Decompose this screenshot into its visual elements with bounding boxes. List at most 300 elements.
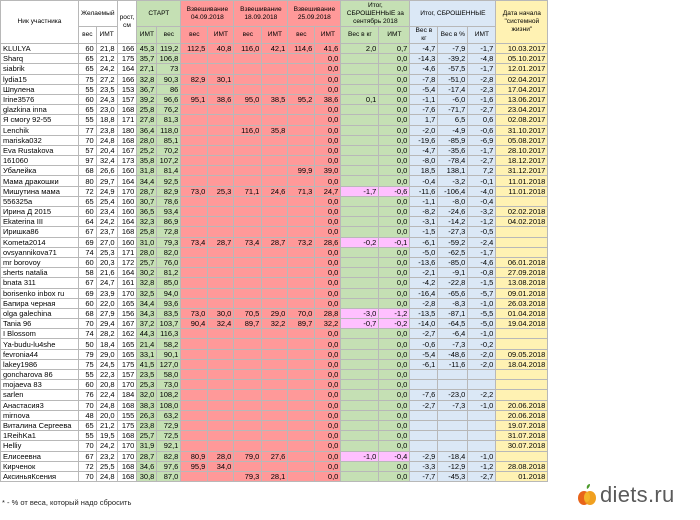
cell-desired-imt[interactable]: 24,8 bbox=[96, 400, 117, 410]
cell-w3-ves[interactable] bbox=[288, 359, 315, 369]
cell-date[interactable]: 05.08.2017 bbox=[496, 135, 548, 145]
cell-w2-imt[interactable] bbox=[262, 370, 288, 380]
cell-w2-imt[interactable] bbox=[262, 227, 288, 237]
cell-total-kg[interactable]: -0,6 bbox=[410, 339, 438, 349]
cell-itog-kg[interactable] bbox=[341, 257, 379, 267]
cell-w1-ves[interactable] bbox=[181, 125, 208, 135]
cell-total-pct[interactable]: -14,2 bbox=[438, 217, 468, 227]
cell-itog-imt[interactable]: -0,4 bbox=[379, 451, 410, 461]
cell-desired-ves[interactable]: 70 bbox=[79, 471, 97, 481]
cell-date[interactable] bbox=[496, 329, 548, 339]
cell-w1-ves[interactable] bbox=[181, 441, 208, 451]
cell-itog-imt[interactable]: 0,0 bbox=[379, 400, 410, 410]
cell-total-imt[interactable]: -0,5 bbox=[468, 227, 496, 237]
header-weigh-1[interactable]: Взвешивание 04.09.2018 bbox=[181, 1, 234, 27]
cell-start-imt[interactable]: 28,7 bbox=[137, 451, 157, 461]
cell-w1-imt[interactable] bbox=[208, 339, 234, 349]
cell-total-kg[interactable]: -6,1 bbox=[410, 237, 438, 247]
cell-desired-imt[interactable]: 24,7 bbox=[96, 278, 117, 288]
cell-w3-ves[interactable]: 114,6 bbox=[288, 44, 315, 54]
cell-total-kg[interactable]: -3,3 bbox=[410, 461, 438, 471]
cell-nick[interactable]: 556325a bbox=[1, 196, 79, 206]
cell-itog-kg[interactable] bbox=[341, 349, 379, 359]
cell-itog-kg[interactable] bbox=[341, 268, 379, 278]
subheader-imt[interactable]: ИМТ bbox=[468, 27, 496, 44]
cell-start-imt[interactable]: 35,7 bbox=[137, 54, 157, 64]
cell-w3-imt[interactable]: 0,0 bbox=[315, 461, 341, 471]
cell-date[interactable]: 04.02.2018 bbox=[496, 217, 548, 227]
cell-total-imt[interactable]: -2,0 bbox=[468, 359, 496, 369]
subheader-ves[interactable]: вес bbox=[79, 27, 97, 44]
cell-w2-ves[interactable]: 116,0 bbox=[234, 125, 262, 135]
cell-start-imt[interactable]: 32,3 bbox=[137, 217, 157, 227]
cell-desired-ves[interactable]: 55 bbox=[79, 431, 97, 441]
cell-date[interactable]: 20.06.2018 bbox=[496, 400, 548, 410]
cell-desired-imt[interactable]: 23,4 bbox=[96, 207, 117, 217]
cell-w1-imt[interactable] bbox=[208, 105, 234, 115]
cell-w1-ves[interactable] bbox=[181, 268, 208, 278]
cell-start-imt[interactable]: 36,5 bbox=[137, 207, 157, 217]
cell-height[interactable]: 170 bbox=[117, 441, 137, 451]
cell-itog-kg[interactable] bbox=[341, 54, 379, 64]
cell-total-kg[interactable]: -16,4 bbox=[410, 288, 438, 298]
cell-date[interactable]: 01.04.2018 bbox=[496, 308, 548, 318]
cell-itog-imt[interactable]: 0,0 bbox=[379, 370, 410, 380]
cell-height[interactable]: 164 bbox=[117, 268, 137, 278]
cell-nick[interactable]: sarlen bbox=[1, 390, 79, 400]
cell-start-imt[interactable]: 38,3 bbox=[137, 400, 157, 410]
cell-height[interactable]: 164 bbox=[117, 64, 137, 74]
cell-desired-ves[interactable]: 55 bbox=[79, 115, 97, 125]
cell-w3-ves[interactable] bbox=[288, 370, 315, 380]
cell-start-ves[interactable]: 72,9 bbox=[157, 420, 181, 430]
cell-w3-imt[interactable]: 39,0 bbox=[315, 166, 341, 176]
cell-total-pct[interactable]: -17,4 bbox=[438, 84, 468, 94]
cell-date[interactable]: 02.08.2017 bbox=[496, 115, 548, 125]
cell-date[interactable]: 27.09.2018 bbox=[496, 268, 548, 278]
cell-desired-ves[interactable]: 76 bbox=[79, 390, 97, 400]
cell-desired-ves[interactable]: 77 bbox=[79, 125, 97, 135]
cell-start-ves[interactable]: 90,3 bbox=[157, 74, 181, 84]
cell-nick[interactable]: KLULYA bbox=[1, 44, 79, 54]
cell-total-kg[interactable]: -11,6 bbox=[410, 186, 438, 196]
cell-total-imt[interactable]: -1,7 bbox=[468, 247, 496, 257]
cell-nick[interactable]: Lenchik bbox=[1, 125, 79, 135]
cell-total-pct[interactable]: -8,3 bbox=[438, 298, 468, 308]
cell-w2-imt[interactable] bbox=[262, 298, 288, 308]
cell-itog-imt[interactable]: 0,0 bbox=[379, 461, 410, 471]
cell-w3-ves[interactable] bbox=[288, 176, 315, 186]
cell-w1-ves[interactable] bbox=[181, 207, 208, 217]
cell-start-imt[interactable]: 25,3 bbox=[137, 380, 157, 390]
cell-w1-ves[interactable] bbox=[181, 420, 208, 430]
cell-total-imt[interactable]: -1,7 bbox=[468, 145, 496, 155]
cell-w3-imt[interactable]: 0,0 bbox=[315, 370, 341, 380]
cell-w3-ves[interactable] bbox=[288, 54, 315, 64]
cell-total-pct[interactable]: -51,0 bbox=[438, 74, 468, 84]
cell-total-kg[interactable]: -4,7 bbox=[410, 145, 438, 155]
cell-height[interactable]: 173 bbox=[117, 156, 137, 166]
subheader-ves-kg[interactable]: Вес в кг bbox=[410, 27, 438, 44]
cell-total-imt[interactable] bbox=[468, 380, 496, 390]
cell-start-imt[interactable]: 36,7 bbox=[137, 84, 157, 94]
cell-w2-imt[interactable] bbox=[262, 247, 288, 257]
cell-w1-ves[interactable] bbox=[181, 196, 208, 206]
cell-desired-imt[interactable]: 24,2 bbox=[96, 64, 117, 74]
subheader-imt[interactable]: ИМТ bbox=[208, 27, 234, 44]
cell-w1-imt[interactable] bbox=[208, 156, 234, 166]
cell-total-pct[interactable] bbox=[438, 380, 468, 390]
cell-itog-kg[interactable] bbox=[341, 227, 379, 237]
cell-total-imt[interactable]: -5,0 bbox=[468, 319, 496, 329]
subheader-ves-pct[interactable]: Вес в % bbox=[438, 27, 468, 44]
cell-height[interactable]: 161 bbox=[117, 278, 137, 288]
cell-w3-imt[interactable]: 0,0 bbox=[315, 298, 341, 308]
cell-desired-ves[interactable]: 80 bbox=[79, 176, 97, 186]
cell-height[interactable]: 160 bbox=[117, 196, 137, 206]
cell-total-pct[interactable]: -85,9 bbox=[438, 135, 468, 145]
cell-start-ves[interactable]: 76,2 bbox=[157, 105, 181, 115]
cell-w2-imt[interactable] bbox=[262, 257, 288, 267]
cell-start-imt[interactable]: 34,4 bbox=[137, 176, 157, 186]
cell-start-imt[interactable]: 34,4 bbox=[137, 298, 157, 308]
cell-height[interactable]: 165 bbox=[117, 339, 137, 349]
cell-w1-ves[interactable] bbox=[181, 380, 208, 390]
cell-w3-ves[interactable] bbox=[288, 410, 315, 420]
cell-w1-ves[interactable]: 73,0 bbox=[181, 186, 208, 196]
cell-date[interactable]: 12.01.2017 bbox=[496, 64, 548, 74]
cell-nick[interactable]: Иришка86 bbox=[1, 227, 79, 237]
cell-total-imt[interactable]: -2,4 bbox=[468, 237, 496, 247]
cell-total-imt[interactable] bbox=[468, 431, 496, 441]
cell-desired-imt[interactable]: 29,0 bbox=[96, 349, 117, 359]
cell-w2-ves[interactable] bbox=[234, 196, 262, 206]
cell-w2-imt[interactable] bbox=[262, 54, 288, 64]
cell-total-kg[interactable]: -4,6 bbox=[410, 64, 438, 74]
cell-date[interactable]: 06.01.2018 bbox=[496, 257, 548, 267]
cell-start-ves[interactable]: 63,2 bbox=[157, 410, 181, 420]
cell-itog-kg[interactable] bbox=[341, 207, 379, 217]
cell-w2-ves[interactable] bbox=[234, 370, 262, 380]
header-weigh-2[interactable]: Взвешивание 18.09.2018 bbox=[234, 1, 288, 27]
cell-itog-imt[interactable]: 0,0 bbox=[379, 207, 410, 217]
cell-total-imt[interactable]: -1,6 bbox=[468, 94, 496, 104]
cell-date[interactable]: 01.2018 bbox=[496, 471, 548, 481]
cell-w3-imt[interactable]: 0,0 bbox=[315, 451, 341, 461]
cell-itog-kg[interactable] bbox=[341, 410, 379, 420]
cell-nick[interactable]: glazkina inna bbox=[1, 105, 79, 115]
cell-itog-kg[interactable] bbox=[341, 156, 379, 166]
cell-w1-ves[interactable] bbox=[181, 410, 208, 420]
cell-w2-imt[interactable] bbox=[262, 105, 288, 115]
cell-date[interactable]: 28.10.2017 bbox=[496, 145, 548, 155]
cell-w3-imt[interactable]: 0,0 bbox=[315, 268, 341, 278]
cell-start-imt[interactable]: 37,2 bbox=[137, 319, 157, 329]
cell-w3-ves[interactable] bbox=[288, 451, 315, 461]
cell-desired-imt[interactable]: 27,0 bbox=[96, 237, 117, 247]
cell-total-imt[interactable] bbox=[468, 441, 496, 451]
cell-desired-ves[interactable]: 65 bbox=[79, 54, 97, 64]
cell-itog-kg[interactable] bbox=[341, 74, 379, 84]
cell-itog-kg[interactable] bbox=[341, 115, 379, 125]
subheader-ves[interactable]: вес bbox=[157, 27, 181, 44]
cell-desired-imt[interactable]: 21,8 bbox=[96, 44, 117, 54]
cell-itog-imt[interactable]: 0,0 bbox=[379, 135, 410, 145]
cell-desired-imt[interactable]: 22,4 bbox=[96, 390, 117, 400]
cell-start-imt[interactable]: 23,5 bbox=[137, 370, 157, 380]
cell-start-ves[interactable]: 116,3 bbox=[157, 329, 181, 339]
cell-total-imt[interactable]: -4,6 bbox=[468, 257, 496, 267]
cell-itog-kg[interactable]: 2,0 bbox=[341, 44, 379, 54]
cell-w3-imt[interactable]: 0,0 bbox=[315, 84, 341, 94]
cell-w1-ves[interactable] bbox=[181, 227, 208, 237]
cell-itog-kg[interactable] bbox=[341, 288, 379, 298]
cell-w2-imt[interactable] bbox=[262, 390, 288, 400]
cell-nick[interactable]: mr borovoy bbox=[1, 257, 79, 267]
cell-desired-imt[interactable]: 24,2 bbox=[96, 441, 117, 451]
cell-total-imt[interactable]: -4,8 bbox=[468, 54, 496, 64]
cell-w1-imt[interactable] bbox=[208, 207, 234, 217]
cell-w2-ves[interactable] bbox=[234, 359, 262, 369]
cell-w1-imt[interactable] bbox=[208, 400, 234, 410]
cell-start-imt[interactable]: 30,7 bbox=[137, 196, 157, 206]
cell-total-imt[interactable]: -1,0 bbox=[468, 329, 496, 339]
cell-desired-imt[interactable]: 20,0 bbox=[96, 410, 117, 420]
cell-date[interactable]: 31.12.2017 bbox=[496, 166, 548, 176]
header-weigh-3[interactable]: Взвешивание 25.09.2018 bbox=[288, 1, 341, 27]
cell-total-kg[interactable]: -7,6 bbox=[410, 105, 438, 115]
cell-itog-imt[interactable]: 0,0 bbox=[379, 298, 410, 308]
cell-desired-ves[interactable]: 72 bbox=[79, 186, 97, 196]
cell-total-kg[interactable]: -2,8 bbox=[410, 298, 438, 308]
cell-date[interactable] bbox=[496, 247, 548, 257]
cell-nick[interactable]: Tania 96 bbox=[1, 319, 79, 329]
cell-start-ves[interactable]: 85,1 bbox=[157, 135, 181, 145]
cell-desired-ves[interactable]: 48 bbox=[79, 410, 97, 420]
cell-total-imt[interactable]: -5,7 bbox=[468, 288, 496, 298]
cell-start-imt[interactable]: 44,3 bbox=[137, 329, 157, 339]
cell-nick[interactable]: Кирченок bbox=[1, 461, 79, 471]
cell-nick[interactable]: АксиньяКсения bbox=[1, 471, 79, 481]
cell-itog-imt[interactable]: 0,0 bbox=[379, 471, 410, 481]
cell-w3-imt[interactable]: 0,0 bbox=[315, 420, 341, 430]
cell-w2-ves[interactable]: 71,1 bbox=[234, 186, 262, 196]
cell-w1-imt[interactable] bbox=[208, 278, 234, 288]
cell-start-imt[interactable]: 27,1 bbox=[137, 64, 157, 74]
cell-w1-imt[interactable] bbox=[208, 420, 234, 430]
cell-w3-ves[interactable] bbox=[288, 471, 315, 481]
cell-date[interactable]: 02.02.2018 bbox=[496, 207, 548, 217]
cell-height[interactable]: 167 bbox=[117, 145, 137, 155]
cell-nick[interactable]: mariska032 bbox=[1, 135, 79, 145]
cell-height[interactable]: 164 bbox=[117, 176, 137, 186]
cell-w3-imt[interactable]: 0,0 bbox=[315, 339, 341, 349]
cell-w2-ves[interactable] bbox=[234, 461, 262, 471]
cell-desired-ves[interactable]: 57 bbox=[79, 145, 97, 155]
cell-total-imt[interactable]: -2,3 bbox=[468, 84, 496, 94]
cell-w3-ves[interactable]: 73,2 bbox=[288, 237, 315, 247]
cell-start-ves[interactable]: 86,9 bbox=[157, 217, 181, 227]
cell-total-pct[interactable]: -6,0 bbox=[438, 94, 468, 104]
cell-total-pct[interactable]: -62,5 bbox=[438, 247, 468, 257]
cell-w1-imt[interactable] bbox=[208, 54, 234, 64]
cell-start-ves[interactable]: 119,2 bbox=[157, 44, 181, 54]
cell-height[interactable]: 168 bbox=[117, 400, 137, 410]
cell-w1-imt[interactable] bbox=[208, 380, 234, 390]
cell-w3-ves[interactable] bbox=[288, 420, 315, 430]
cell-itog-imt[interactable]: 0,0 bbox=[379, 257, 410, 267]
cell-total-pct[interactable]: -57,5 bbox=[438, 64, 468, 74]
cell-w3-imt[interactable]: 0,0 bbox=[315, 431, 341, 441]
header-height[interactable]: рост, см bbox=[117, 1, 137, 44]
cell-w2-imt[interactable] bbox=[262, 145, 288, 155]
cell-w2-ves[interactable] bbox=[234, 298, 262, 308]
cell-height[interactable]: 168 bbox=[117, 471, 137, 481]
cell-start-ves[interactable]: 93,6 bbox=[157, 298, 181, 308]
cell-nick[interactable]: Бапира черная bbox=[1, 298, 79, 308]
cell-total-kg[interactable]: -2,1 bbox=[410, 268, 438, 278]
cell-w1-imt[interactable] bbox=[208, 166, 234, 176]
cell-w1-imt[interactable] bbox=[208, 359, 234, 369]
cell-itog-imt[interactable]: 0,0 bbox=[379, 247, 410, 257]
cell-height[interactable]: 168 bbox=[117, 135, 137, 145]
cell-start-ves[interactable]: 92,5 bbox=[157, 176, 181, 186]
cell-total-kg[interactable]: -7,8 bbox=[410, 74, 438, 84]
cell-w2-ves[interactable]: 79,3 bbox=[234, 471, 262, 481]
cell-w1-ves[interactable] bbox=[181, 349, 208, 359]
cell-total-imt[interactable]: -2,0 bbox=[468, 349, 496, 359]
cell-total-pct[interactable] bbox=[438, 410, 468, 420]
cell-w3-ves[interactable] bbox=[288, 278, 315, 288]
cell-nick[interactable]: 1ReihKa1 bbox=[1, 431, 79, 441]
cell-nick[interactable]: Helliy bbox=[1, 441, 79, 451]
cell-height[interactable]: 156 bbox=[117, 308, 137, 318]
cell-start-imt[interactable]: 25,7 bbox=[137, 257, 157, 267]
cell-start-ves[interactable]: 87,0 bbox=[157, 471, 181, 481]
cell-total-kg[interactable]: -4,2 bbox=[410, 278, 438, 288]
cell-height[interactable]: 157 bbox=[117, 370, 137, 380]
cell-w1-ves[interactable]: 82,9 bbox=[181, 74, 208, 84]
cell-total-pct[interactable]: -6,4 bbox=[438, 329, 468, 339]
cell-start-imt[interactable]: 34,6 bbox=[137, 461, 157, 471]
cell-desired-ves[interactable]: 55 bbox=[79, 84, 97, 94]
cell-total-imt[interactable]: -0,6 bbox=[468, 125, 496, 135]
cell-w3-ves[interactable] bbox=[288, 339, 315, 349]
cell-desired-imt[interactable]: 20,3 bbox=[96, 257, 117, 267]
cell-w2-imt[interactable] bbox=[262, 410, 288, 420]
cell-total-pct[interactable]: -85,0 bbox=[438, 257, 468, 267]
cell-w2-imt[interactable] bbox=[262, 441, 288, 451]
cell-nick[interactable]: mirnova bbox=[1, 410, 79, 420]
cell-w3-imt[interactable]: 0,0 bbox=[315, 400, 341, 410]
cell-w3-imt[interactable]: 0,0 bbox=[315, 135, 341, 145]
cell-desired-ves[interactable]: 64 bbox=[79, 217, 97, 227]
cell-w1-imt[interactable] bbox=[208, 135, 234, 145]
cell-desired-ves[interactable]: 60 bbox=[79, 298, 97, 308]
cell-itog-kg[interactable]: -1,0 bbox=[341, 451, 379, 461]
cell-desired-ves[interactable]: 72 bbox=[79, 461, 97, 471]
cell-w3-imt[interactable]: 0,0 bbox=[315, 125, 341, 135]
cell-w2-ves[interactable] bbox=[234, 390, 262, 400]
cell-start-imt[interactable]: 32,8 bbox=[137, 74, 157, 84]
cell-date[interactable]: 18.12.2017 bbox=[496, 156, 548, 166]
cell-start-ves[interactable]: 85,0 bbox=[157, 278, 181, 288]
cell-desired-imt[interactable]: 24,8 bbox=[96, 471, 117, 481]
cell-total-pct[interactable]: -71,7 bbox=[438, 105, 468, 115]
cell-itog-kg[interactable] bbox=[341, 461, 379, 471]
cell-total-kg[interactable]: -8,0 bbox=[410, 156, 438, 166]
cell-total-imt[interactable]: 7,2 bbox=[468, 166, 496, 176]
cell-w1-ves[interactable]: 112,5 bbox=[181, 44, 208, 54]
cell-itog-imt[interactable]: 0,0 bbox=[379, 227, 410, 237]
cell-w1-ves[interactable]: 80,9 bbox=[181, 451, 208, 461]
cell-w3-ves[interactable] bbox=[288, 431, 315, 441]
cell-total-kg[interactable]: -7,7 bbox=[410, 471, 438, 481]
cell-height[interactable]: 160 bbox=[117, 207, 137, 217]
cell-total-kg[interactable]: -3,1 bbox=[410, 217, 438, 227]
cell-w2-imt[interactable]: 29,0 bbox=[262, 308, 288, 318]
cell-w2-ves[interactable] bbox=[234, 145, 262, 155]
cell-w1-ves[interactable] bbox=[181, 247, 208, 257]
cell-date[interactable]: 19.07.2018 bbox=[496, 420, 548, 430]
cell-desired-ves[interactable]: 60 bbox=[79, 380, 97, 390]
cell-start-imt[interactable]: 30,8 bbox=[137, 471, 157, 481]
cell-w1-ves[interactable] bbox=[181, 84, 208, 94]
cell-nick[interactable]: bnata 311 bbox=[1, 278, 79, 288]
cell-w2-imt[interactable] bbox=[262, 84, 288, 94]
cell-height[interactable]: 167 bbox=[117, 319, 137, 329]
cell-w1-ves[interactable]: 73,0 bbox=[181, 308, 208, 318]
cell-start-imt[interactable]: 26,3 bbox=[137, 410, 157, 420]
cell-date[interactable]: 13.06.2017 bbox=[496, 94, 548, 104]
cell-total-pct[interactable] bbox=[438, 370, 468, 380]
cell-w3-ves[interactable] bbox=[288, 441, 315, 451]
cell-w2-imt[interactable]: 35,8 bbox=[262, 125, 288, 135]
cell-total-pct[interactable]: -3,2 bbox=[438, 176, 468, 186]
cell-height[interactable]: 168 bbox=[117, 461, 137, 471]
cell-itog-imt[interactable]: 0,0 bbox=[379, 74, 410, 84]
cell-w2-ves[interactable] bbox=[234, 115, 262, 125]
cell-nick[interactable]: lydia15 bbox=[1, 74, 79, 84]
cell-total-pct[interactable] bbox=[438, 420, 468, 430]
cell-desired-ves[interactable]: 65 bbox=[79, 105, 97, 115]
cell-desired-imt[interactable]: 18,8 bbox=[96, 115, 117, 125]
cell-desired-imt[interactable]: 23,9 bbox=[96, 288, 117, 298]
cell-start-ves[interactable]: 83,5 bbox=[157, 308, 181, 318]
cell-w3-imt[interactable]: 0,0 bbox=[315, 196, 341, 206]
cell-height[interactable]: 170 bbox=[117, 186, 137, 196]
cell-start-imt[interactable]: 21,4 bbox=[137, 339, 157, 349]
cell-itog-kg[interactable] bbox=[341, 471, 379, 481]
cell-start-imt[interactable]: 39,2 bbox=[137, 94, 157, 104]
cell-w3-ves[interactable]: 71,3 bbox=[288, 186, 315, 196]
cell-w2-ves[interactable] bbox=[234, 74, 262, 84]
cell-start-ves[interactable]: 81,3 bbox=[157, 115, 181, 125]
cell-w2-ves[interactable] bbox=[234, 288, 262, 298]
cell-date[interactable] bbox=[496, 380, 548, 390]
cell-w3-imt[interactable]: 0,0 bbox=[315, 278, 341, 288]
cell-desired-imt[interactable]: 20,8 bbox=[96, 380, 117, 390]
cell-itog-kg[interactable] bbox=[341, 135, 379, 145]
cell-w1-ves[interactable] bbox=[181, 115, 208, 125]
cell-start-ves[interactable]: 81,4 bbox=[157, 166, 181, 176]
cell-w3-ves[interactable] bbox=[288, 329, 315, 339]
cell-desired-ves[interactable]: 65 bbox=[79, 196, 97, 206]
cell-w1-ves[interactable] bbox=[181, 135, 208, 145]
cell-date[interactable]: 26.03.2018 bbox=[496, 298, 548, 308]
cell-start-imt[interactable]: 31,9 bbox=[137, 441, 157, 451]
cell-height[interactable]: 180 bbox=[117, 125, 137, 135]
